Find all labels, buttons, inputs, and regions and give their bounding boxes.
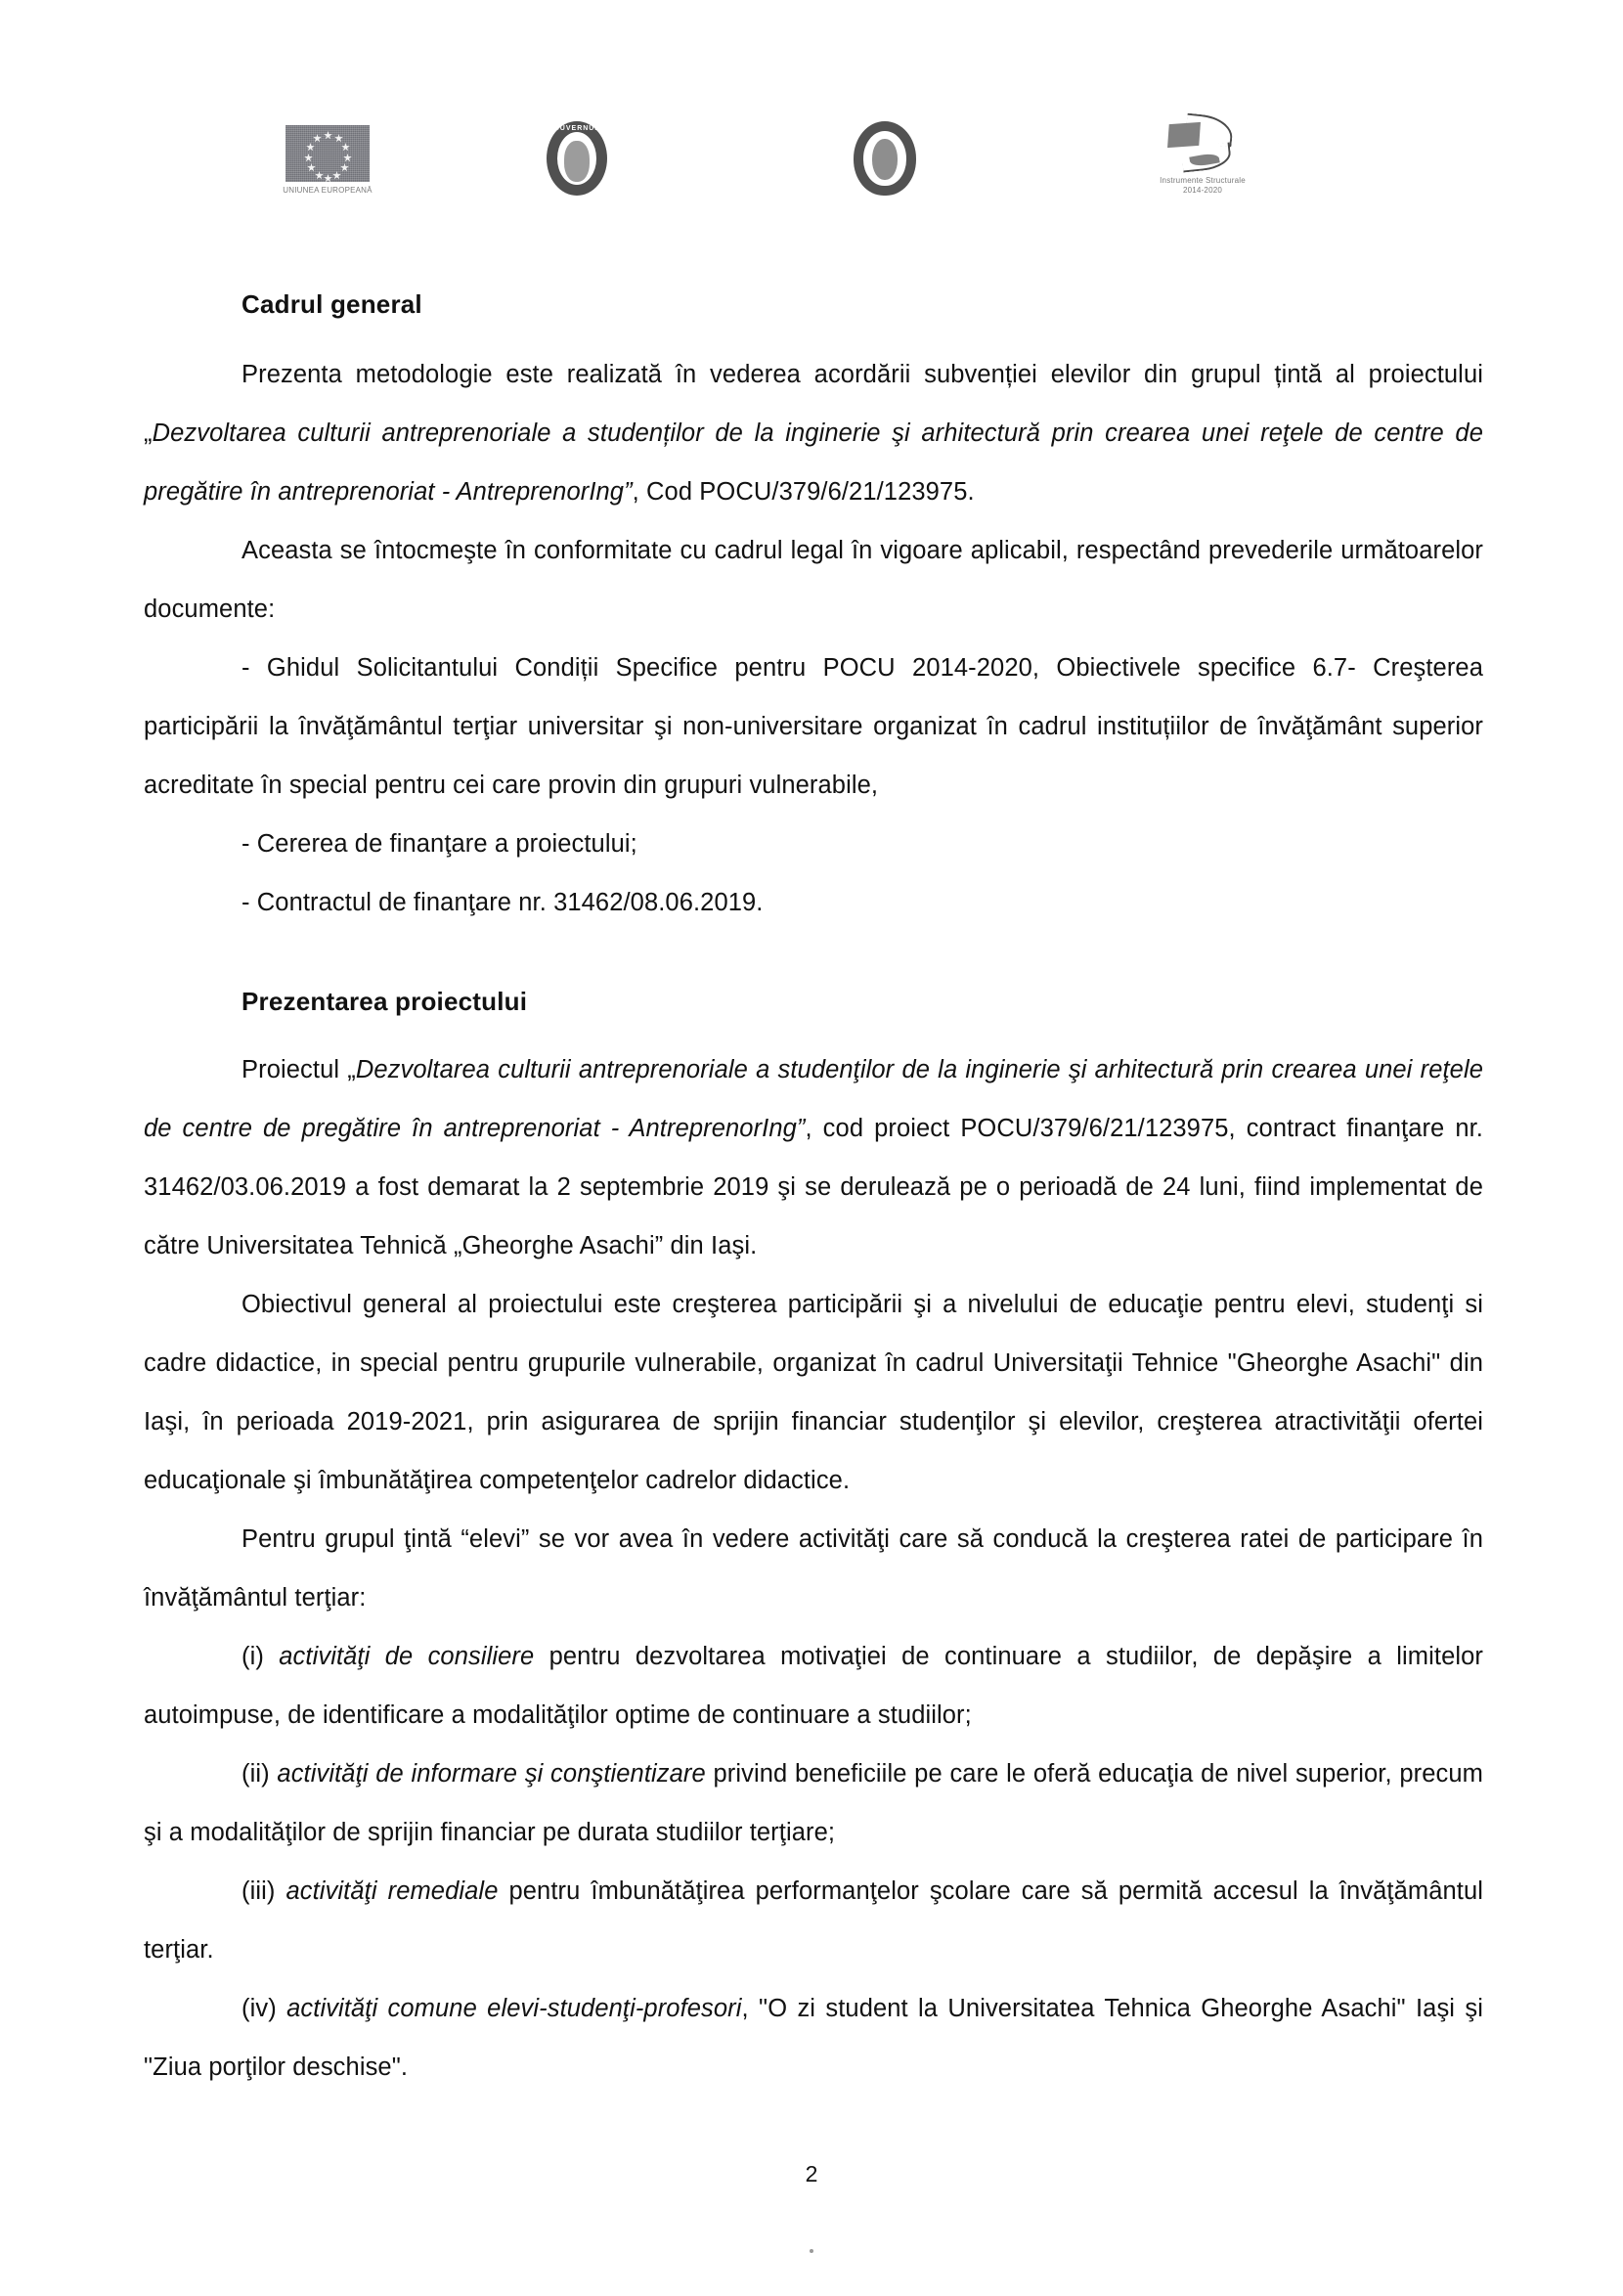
section-title: Prezentarea proiectului [241, 987, 528, 1016]
body-text: Pentru grupul ţintă “elevi” se vor avea în vedere activităţi care să conducă la creşterea ratei de participare în învăţământul terţiar: [144, 1525, 1483, 1612]
government-seal-cell [430, 121, 724, 196]
body-text: Prezenta metodologie este realizată în vederea acordării subvenției elevilor din grupul țintă al proiectului „ [144, 361, 1483, 447]
document-paragraph [144, 1510, 1483, 1627]
document-paragraph [144, 1275, 1483, 1510]
eu-flag-icon [285, 125, 370, 182]
body-text: - Cererea de finanţare a proiectului; [241, 830, 637, 858]
document-paragraph [144, 345, 1483, 521]
structural-instruments-caption-line1: Instrumente Structurale [1160, 176, 1246, 185]
emphasis-text: Dezvoltarea culturii antreprenoriale a studenților de la inginerie şi arhitectură prin crearea unei reţele de centre de pregătire în antreprenoriat - AntreprenorIng” [144, 419, 1483, 506]
emphasis-text: Dezvoltarea culturii antreprenoriale a studenţilor de la inginerie şi arhitectură prin crearea unei reţele de centre de pregătire în antreprenoriat - AntreprenorIng” [144, 1056, 1483, 1142]
structural-instruments-caption-line2: 2014-2020 [1182, 186, 1223, 195]
body-text: pentru îmbunătăţirea performanţelor şcolare care să permită accesul la învăţământul terţiar. [144, 1877, 1484, 1964]
body-text: Proiectul „ [241, 1056, 356, 1083]
body-text: (iii) [241, 1877, 286, 1905]
document-paragraph [144, 639, 1483, 815]
body-text: , Cod POCU/379/6/21/123975. [632, 478, 975, 506]
body-text: - Contractul de finanţare nr. 31462/08.06.2019. [241, 889, 764, 916]
section-title: Cadrul general [241, 289, 422, 319]
emphasis-text: activităţi de consiliere [279, 1643, 535, 1670]
body-text: (ii) [241, 1760, 278, 1788]
government-of-romania-seal-icon [547, 121, 607, 196]
document-body [144, 289, 1483, 2097]
body-text: Aceasta se întocmeşte în conformitate cu cadrul legal în vigoare aplicabil, respectând prevederile următoarelor documente: [144, 537, 1483, 623]
structural-instruments-icon [1161, 115, 1245, 172]
body-text: (iv) [241, 1995, 287, 2022]
document-paragraph [144, 1627, 1483, 1744]
gov-seal-text: GUVERNUL [553, 125, 600, 132]
body-text: (i) [241, 1643, 280, 1670]
body-text: pentru dezvoltarea motivaţiei de continuare a studiilor, de depăşire a limitelor autoimpuse, de identificare a modalităţilor optime de continuare a studiilor; [144, 1643, 1483, 1729]
body-text: , "O zi student la Universitatea Tehnica Gheorghe Asachi" Iaşi şi "Ziua porţilor deschise". [144, 1995, 1484, 2081]
page-number: 2 [805, 2161, 818, 2186]
footer-mark-icon [810, 2249, 813, 2253]
structural-instruments-caption [1160, 176, 1246, 196]
body-text: , cod proiect POCU/379/6/21/123975, contract finanţare nr. 31462/03.06.2019 a fost demarat la 2 septembrie 2019 şi se derulează pe o perioadă de 24 luni, fiind implementat de către Universitatea Tehnică „Gheorghe Asachi” din Iaşi. [144, 1115, 1483, 1259]
document-paragraph [144, 1979, 1483, 2097]
document-paragraph [144, 1862, 1483, 1979]
body-text: Obiectivul general al proiectului este creşterea participării şi a nivelului de educaţie pentru elevi, studenţi si cadre didactice, in special pentru grupurile vulnerabile, organizat în cadrul Universitaţii Tehnice "Gheorghe Asachi" din Iaşi, în perioada 2019-2021, prin asigurarea de sprijin financiar studenţilor şi elevilor, creşterea atractivităţii ofertei educaţionale şi îmbunătăţirea competenţelor cadrelor didactice. [144, 1291, 1483, 1494]
eu-flag-caption: UNIUNEA EUROPEANĂ [283, 186, 373, 195]
header-logo-strip [0, 54, 1623, 196]
document-bullet-line [144, 815, 1483, 873]
document-bullet-line [144, 873, 1483, 932]
university-seal-icon [854, 121, 916, 196]
eu-flag-logo-cell [225, 125, 430, 196]
university-seal-cell [724, 121, 1046, 196]
body-text: privind beneficiile pe care le oferă educaţia de nivel superior, precum şi a modalităţilor de sprijin financiar pe durata studiilor terţiare; [144, 1760, 1483, 1846]
body-text: - Ghidul Solicitantului Condiții Specifice pentru POCU 2014-2020, Obiectivele specifice 6.7- Creşterea participării la învăţământul terţiar universitar şi non-universitare organizat în cadrul instituțiilor de învăţământ superior acreditate în special pentru cei care provin din grupuri vulnerabile, [144, 654, 1483, 799]
document-paragraph [144, 1744, 1483, 1862]
document-paragraph [144, 521, 1483, 639]
emphasis-text: activităţi de informare şi conştientizare [277, 1760, 706, 1788]
emphasis-text: activităţi comune elevi-studenţi-profesori [286, 1995, 742, 2022]
emphasis-text: activităţi remediale [285, 1877, 499, 1905]
document-paragraph [144, 1040, 1483, 1275]
structural-instruments-cell [1046, 115, 1359, 196]
